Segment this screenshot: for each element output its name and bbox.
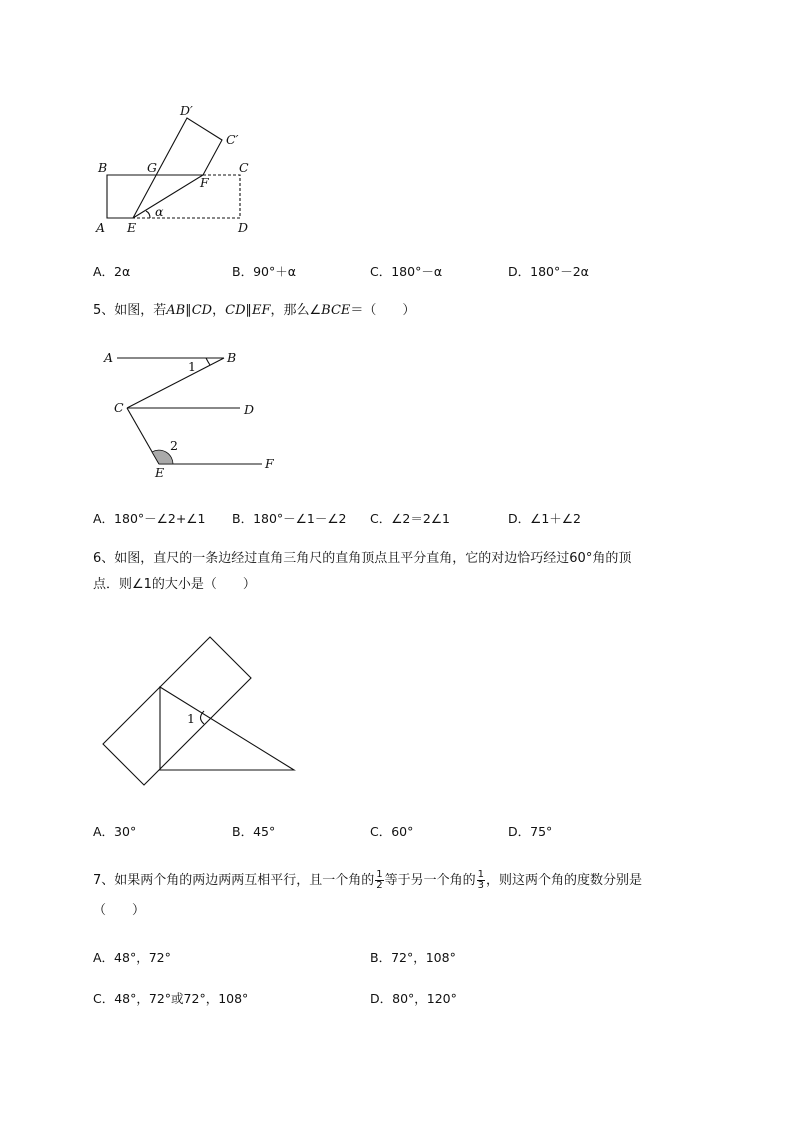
q4-option-c[interactable]: C．180°－α <box>370 264 443 279</box>
q5-parallel-2: ∥ <box>245 303 252 318</box>
dashed-original-part <box>133 175 240 218</box>
q5-option-a[interactable]: A．180°－∠2+∠1 <box>93 511 206 526</box>
q5-figure <box>100 345 290 480</box>
q5-comma: ， <box>212 303 226 318</box>
q4-figure <box>90 100 260 240</box>
alpha-arc <box>146 211 150 218</box>
label-g: G <box>147 160 157 175</box>
q6-option-d[interactable]: D．75° <box>508 824 553 839</box>
q5-stem <box>93 298 415 324</box>
rect-left-part <box>107 175 152 218</box>
q5-option-b[interactable]: B．180°－∠1－∠2 <box>232 511 347 526</box>
set-square <box>160 687 294 770</box>
label-e: E <box>155 465 165 480</box>
q4-option-b[interactable]: B．90°＋α <box>232 264 296 279</box>
label-f: F <box>265 456 274 471</box>
q5-option-c[interactable]: C．∠2＝2∠1 <box>370 511 450 526</box>
label-b: B <box>227 350 237 365</box>
q7-option-b[interactable]: B．72°，108° <box>370 950 456 965</box>
q6-stem-line2: 点．则∠1的大小是（ ） <box>93 577 256 592</box>
label-e: E <box>127 220 137 235</box>
label-angle-1: 1 <box>188 359 196 374</box>
label-c-prime: C′ <box>226 132 239 147</box>
label-c: C <box>239 160 249 175</box>
q7-stem-line1 <box>93 868 642 894</box>
label-f: F <box>200 175 209 190</box>
fraction-1-numerator: 1 <box>376 869 383 880</box>
fraction-one-third <box>477 870 485 891</box>
q4-option-d[interactable]: D．180°－2α <box>508 264 589 279</box>
q4-option-a[interactable]: A．2α <box>93 264 131 279</box>
q6-figure <box>100 630 300 790</box>
q5-cd-1: CD <box>191 303 213 318</box>
q5-text-prefix: 5、如图，若 <box>93 303 167 318</box>
q6-stem-line1: 6、如图，直尺的一条边经过直角三角尺的直角顶点且平分直角，它的对边恰巧经过60°角的顶 <box>93 551 632 566</box>
q6-option-a[interactable]: A．30° <box>93 824 137 839</box>
label-a: A <box>96 220 106 235</box>
q7-part3: ，则这两个角的度数分别是 <box>486 873 643 888</box>
label-a: A <box>104 350 114 365</box>
q5-ab: AB <box>166 303 186 318</box>
q5-cd-2: CD <box>225 303 246 318</box>
label-b: B <box>98 160 108 175</box>
label-c: C <box>114 400 124 415</box>
q7-stem-line2: （ ） <box>93 903 146 918</box>
q5-bce: BCE <box>321 303 351 318</box>
label-d: D <box>244 402 255 417</box>
q7-option-a[interactable]: A．48°，72° <box>93 950 171 965</box>
q6-option-c[interactable]: C．60° <box>370 824 414 839</box>
label-alpha: α <box>155 204 164 219</box>
q7-part2: 等于另一个角的 <box>384 873 476 888</box>
label-d-prime: D′ <box>180 103 193 118</box>
q6-option-b[interactable]: B．45° <box>232 824 276 839</box>
q5-text-mid: ，那么∠ <box>270 303 322 318</box>
ruler <box>103 637 251 785</box>
label-angle-2: 2 <box>170 438 178 453</box>
q7-option-c[interactable]: C．48°，72°或72°，108° <box>93 991 249 1006</box>
q7-option-d[interactable]: D．80°，120° <box>370 991 457 1006</box>
q7-part1: 7、如果两个角的两边两两互相平行，且一个角的 <box>93 873 375 888</box>
q5-ef: EF <box>252 303 271 318</box>
label-angle-1: 1 <box>187 711 195 726</box>
fraction-1-denominator: 2 <box>376 880 383 891</box>
q5-parallel-1: ∥ <box>185 303 192 318</box>
label-d: D <box>238 220 249 235</box>
q5-option-d[interactable]: D．∠1＋∠2 <box>508 511 581 526</box>
fraction-one-half <box>375 870 383 891</box>
fraction-2-numerator: 1 <box>477 869 485 880</box>
fraction-2-denominator: 3 <box>477 880 485 891</box>
q5-text-suffix: ＝（ ） <box>350 303 416 318</box>
